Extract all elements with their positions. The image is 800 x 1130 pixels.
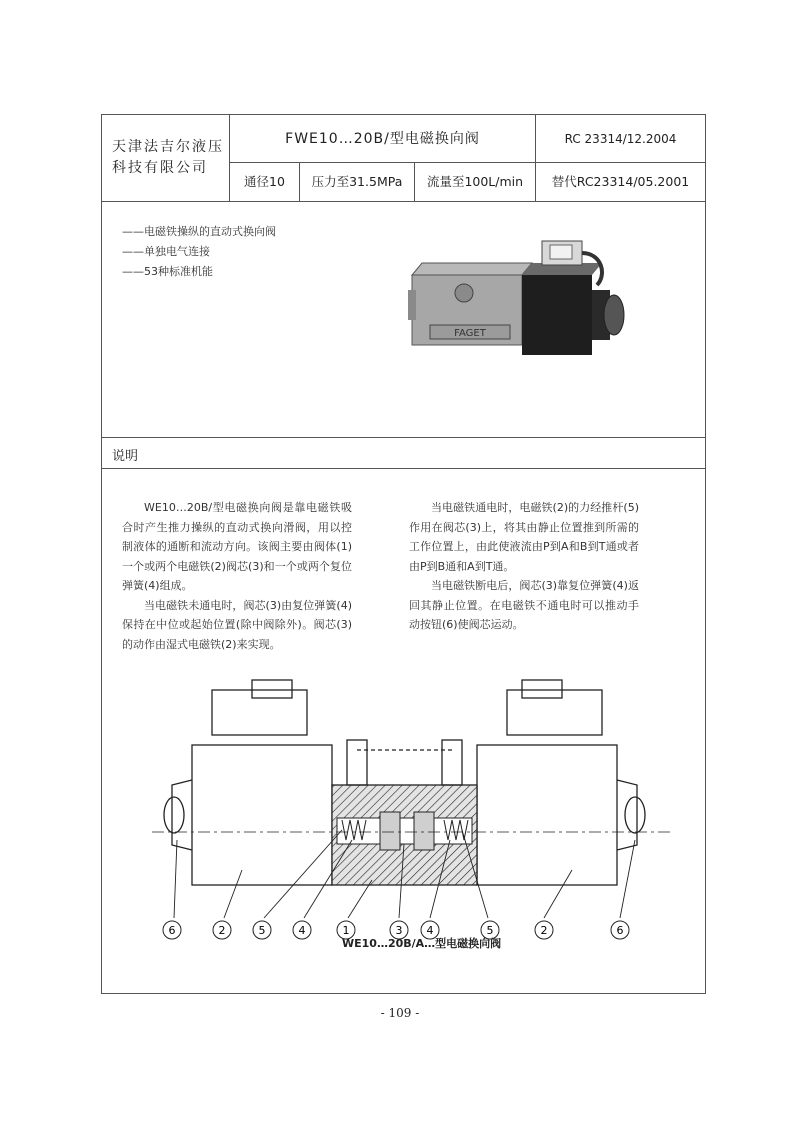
spec-pressure: 压力至31.5MPa	[300, 163, 415, 201]
page-number: - 109 -	[380, 1006, 420, 1020]
spec-replaces: 替代RC23314/05.2001	[551, 174, 690, 189]
feature-item: ——电磁铁操纵的直动式换向阀	[122, 225, 276, 238]
callout-label: 6	[168, 924, 176, 937]
spec-size: 通径10	[230, 163, 300, 201]
company-line-1: 天津法吉尔液压	[112, 139, 224, 155]
description-right-column	[409, 498, 639, 635]
description-paragraph: WE10…20B/型电磁换向阀是靠电磁铁吸合时产生推力操纵的直动式换向滑阀，用以控制液体的通断和流动方向。该阀主要由阀体(1)一个或两个电磁铁(2)阀芯(3)和一个或两个复位弹簧(4)组成。	[122, 501, 352, 592]
spec-sheet-frame	[101, 114, 706, 994]
callout-label: 5	[258, 924, 266, 937]
callout-label: 2	[218, 924, 226, 937]
diagram-caption: WE10…20B/A…型电磁换向阀	[342, 937, 502, 950]
description-paragraph: 当电磁铁通电时，电磁铁(2)的力经推杆(5)作用在阀芯(3)上，将其由静止位置推到所需的工作位置上，由此使液流由P到A和B到T通或者由P到B通和A到T通。	[409, 501, 639, 573]
callout-label: 5	[486, 924, 494, 937]
nameplate-text: FAGET	[454, 328, 486, 339]
feature-item: ——53种标准机能	[122, 265, 213, 278]
section-heading-bar	[102, 437, 705, 469]
callout-label: 3	[395, 924, 403, 937]
description-paragraph: 当电磁铁断电后，阀芯(3)靠复位弹簧(4)返回其静止位置。在电磁铁不通电时可以推动手动按钮(6)使阀芯运动。	[409, 579, 639, 631]
description-paragraph: 当电磁铁未通电时，阀芯(3)由复位弹簧(4)保持在中位或起始位置(除中阀除外)。阀芯(3)的动作由湿式电磁铁(2)来实现。	[122, 598, 352, 651]
rc-code: RC 23314/12.2004	[536, 115, 705, 163]
callout-label: 2	[540, 924, 548, 937]
callout-marker	[253, 921, 271, 939]
product-title: FWE10…20B/型电磁换向阀	[230, 115, 536, 163]
company-name	[102, 115, 230, 201]
section-title: 说明	[112, 449, 139, 464]
callout-label: 6	[616, 924, 624, 937]
callout-label: 4	[298, 924, 306, 937]
callout-label: 4	[426, 924, 434, 937]
header-table	[102, 115, 705, 202]
callout-marker	[611, 921, 629, 939]
callout-marker	[163, 921, 181, 939]
callout-marker	[293, 921, 311, 939]
company-line-2: 科技有限公司	[112, 160, 208, 176]
callout-label: 1	[342, 924, 350, 937]
valve-cross-section-diagram	[152, 670, 672, 970]
valve-photo	[402, 235, 632, 375]
feature-item: ——单独电气连接	[122, 245, 210, 258]
callout-marker	[213, 921, 231, 939]
description-left-column	[122, 498, 352, 654]
feature-list	[122, 222, 276, 282]
spec-flow: 流量至100L/min	[415, 163, 536, 201]
callout-marker	[535, 921, 553, 939]
